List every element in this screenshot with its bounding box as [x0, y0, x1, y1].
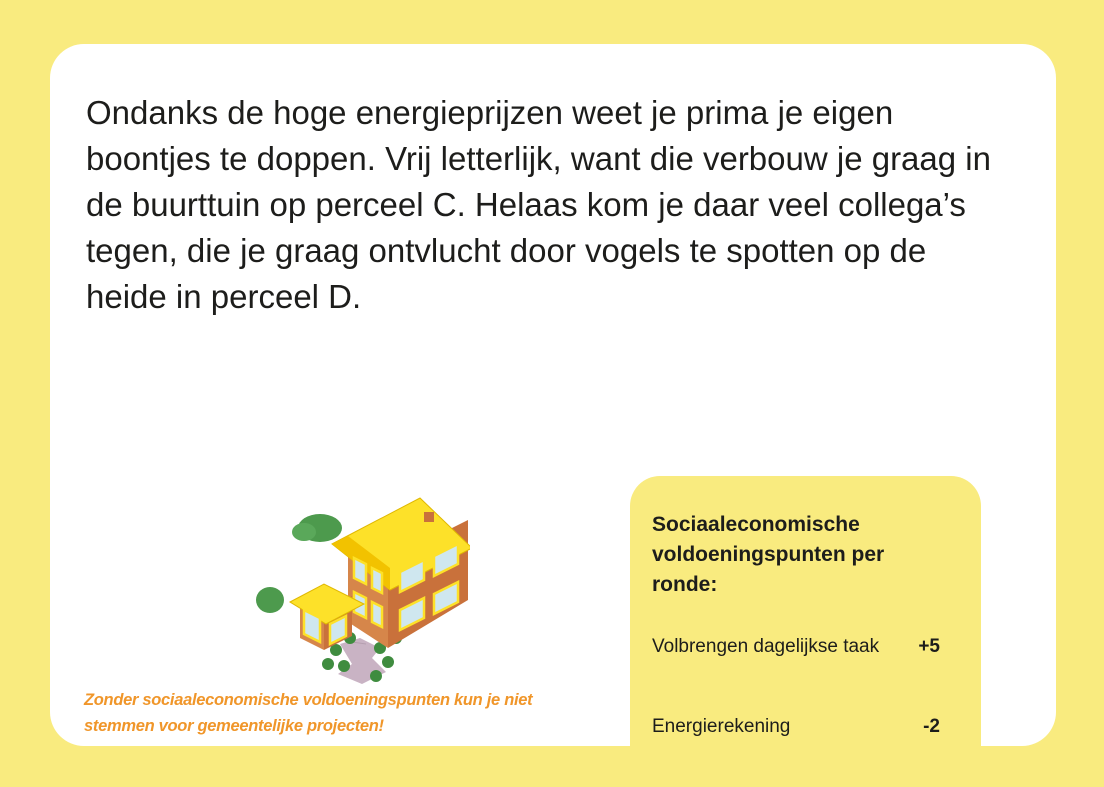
- score-row-value: -2: [923, 716, 940, 737]
- score-row-label: Energierekening: [652, 716, 791, 737]
- score-panel-title: Sociaaleconomische voldoeningspunten per ronde:: [652, 513, 885, 596]
- house-illustration: [240, 452, 470, 684]
- scenario-text: Ondanks de hoge energieprijzen weet je prima je eigen boontjes te doppen. Vrij letterlijk, want die verbouw je graag in de buurttuin op perceel C. Helaas kom je daar veel collega’s tegen, die je graag ontvlucht door vogels te spotten op de heide in perceel D.: [86, 94, 991, 315]
- score-row-value: +5: [918, 636, 940, 657]
- score-row-label: Volbrengen dagelijkse taak: [652, 636, 880, 657]
- voting-warning-note: Zonder sociaaleconomische voldoeningspunten kun je niet stemmen voor gemeentelijke projecten!: [84, 691, 533, 735]
- score-panel: [630, 476, 981, 746]
- scenario-card: [50, 44, 1056, 746]
